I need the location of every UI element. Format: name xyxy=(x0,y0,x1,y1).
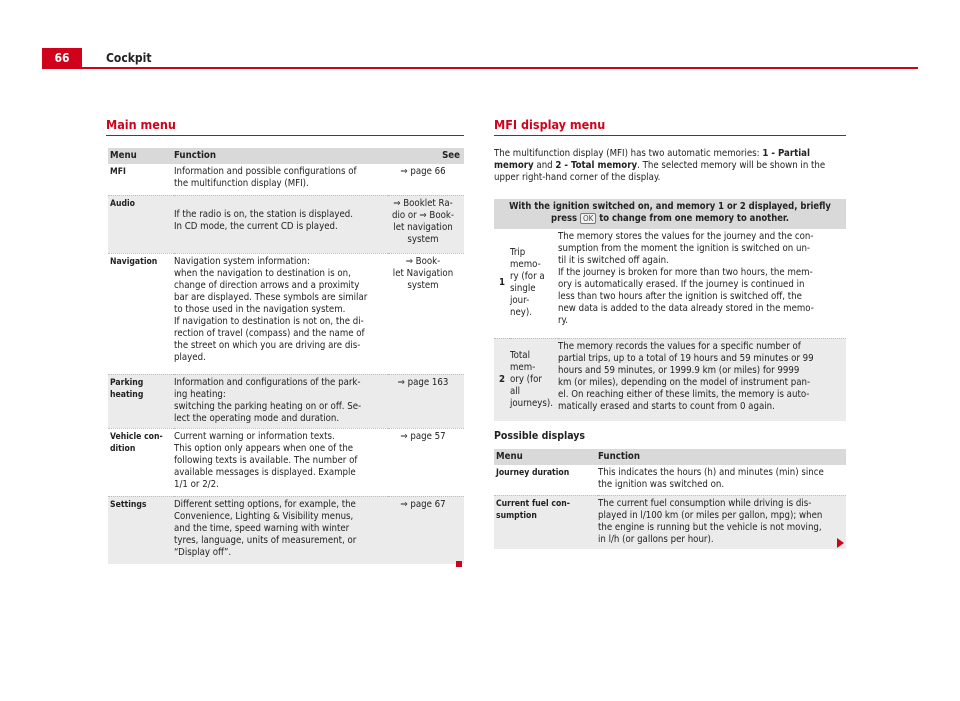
menu-cell: MFI xyxy=(108,164,174,195)
page-number: 66 xyxy=(42,48,82,68)
mfi-intro-paragraph xyxy=(494,148,846,184)
table-header-row xyxy=(108,148,464,164)
see-reference: ⇒ Booklet Ra- dio or ⇒ Book- let navigation system xyxy=(388,195,464,253)
function-cell: Navigation system information: when the navigation to destination is on, change of direction arrows and a proximity bar are displayed. These symbols are similar to those used in the navigation system. If navigation to destination is not on, the di- rection of travel (compass) and the name of the street on which you are driving are dis- played. xyxy=(174,253,388,374)
function-cell: If the radio is on, the station is displayed. In CD mode, the current CD is played. xyxy=(174,195,388,253)
chapter-title: Cockpit xyxy=(106,51,152,65)
memory-number: 2 xyxy=(494,338,510,421)
function-cell: Current warning or information texts. This option only appears when one of the following texts is available. The number of available messages is displayed. Example 1/1 or 2/2. xyxy=(174,428,388,496)
intro-text: and xyxy=(533,160,556,171)
column-header-menu: Menu xyxy=(108,148,174,164)
main-menu-title: Main menu xyxy=(106,117,176,132)
intro-text: . The selected memory will be shown in the upper right-hand corner of the display. xyxy=(494,160,826,183)
mfi-menu-title: MFI display menu xyxy=(494,117,606,132)
column-header-function: Function xyxy=(174,148,388,164)
menu-cell: Parking heating xyxy=(108,374,174,428)
column-header-function: Function xyxy=(598,449,846,465)
table-row xyxy=(108,374,464,428)
menu-cell: Journey duration xyxy=(494,465,598,495)
table-row xyxy=(494,338,846,421)
see-reference: ⇒ page 67 xyxy=(388,496,464,564)
possible-displays-table xyxy=(494,449,846,549)
table-row xyxy=(108,164,464,195)
table-row xyxy=(108,428,464,496)
instruction-text: to change from one memory to another. xyxy=(599,213,789,224)
memory-description: The memory stores the values for the journey and the con- sumption from the moment the ignition is switched on un- til it is switched off again. If the journey is broken for more than two hours, the mem- ory is automatically erased. If the journey is continued in less than two hours after the ignition is switched off, the new data is added to the data already stored in the memo- ry. xyxy=(558,229,846,338)
see-reference: ⇒ page 163 xyxy=(388,374,464,428)
partial-memory-term: 1 - Partial memory xyxy=(494,148,810,171)
table-header-row xyxy=(494,449,846,465)
see-reference: ⇒ page 66 xyxy=(388,164,464,195)
header-rule xyxy=(42,67,918,69)
function-cell: The current fuel consumption while driving is dis- played in l/100 km (or miles per gallon, mpg); when the engine is running but the vehicle is not moving, in l/h (or gallons per hour). xyxy=(598,495,846,549)
memory-switch-instruction xyxy=(494,199,846,229)
function-cell: Information and configurations of the park- ing heating: switching the parking heating on or off. Se- lect the operating mode and duration. xyxy=(174,374,388,428)
table-row xyxy=(108,195,464,253)
memory-number: 1 xyxy=(494,229,510,338)
memory-label: Trip memo- ry (for a single jour- ney). xyxy=(510,229,558,338)
table-row xyxy=(108,253,464,374)
continue-arrow-icon xyxy=(837,538,844,548)
menu-cell: Vehicle con- dition xyxy=(108,428,174,496)
mfi-menu-rule xyxy=(494,135,846,136)
menu-cell: Audio xyxy=(108,195,174,253)
instruction-text: With the ignition switched on, and memory 1 or 2 displayed, briefly press xyxy=(509,201,831,224)
table-row xyxy=(494,495,846,549)
main-menu-rule xyxy=(106,135,464,136)
column-header-menu: Menu xyxy=(494,449,598,465)
intro-text: The multifunction display (MFI) has two automatic memories: xyxy=(494,148,763,159)
see-reference: ⇒ page 57 xyxy=(388,428,464,496)
see-reference: ⇒ Book- let Navigation system xyxy=(388,253,464,374)
function-cell: Different setting options, for example, the Convenience, Lighting & Visibility menus, and the time, speed warning with winter tyres, language, units of measurement, or “Display off”. xyxy=(174,496,388,564)
menu-cell: Navigation xyxy=(108,253,174,374)
function-cell: This indicates the hours (h) and minutes (min) since the ignition was switched on. xyxy=(598,465,846,495)
total-memory-term: 2 - Total memory xyxy=(555,160,638,171)
section-end-marker xyxy=(456,561,462,567)
column-header-see: See xyxy=(388,148,464,164)
table-row xyxy=(494,229,846,338)
menu-cell: Settings xyxy=(108,496,174,564)
function-cell: Information and possible configurations of the multifunction display (MFI). xyxy=(174,164,388,195)
main-menu-table xyxy=(108,148,464,564)
table-row xyxy=(494,465,846,495)
possible-displays-heading: Possible displays xyxy=(494,430,586,442)
menu-cell: Current fuel con- sumption xyxy=(494,495,598,549)
memory-description: The memory records the values for a specific number of partial trips, up to a total of 19 hours and 59 minutes or 99 hours and 59 minutes, or 1999.9 km (or miles) for 9999 km (or miles), depending on the model of instrument pan- el. On reaching either of these limits, the memory is auto- matically erased and starts to count from 0 again. xyxy=(558,338,846,421)
table-row xyxy=(108,496,464,564)
ok-button-icon: OK xyxy=(580,213,596,224)
memory-table xyxy=(494,229,846,421)
memory-label: Total mem- ory (for all journeys). xyxy=(510,338,558,421)
